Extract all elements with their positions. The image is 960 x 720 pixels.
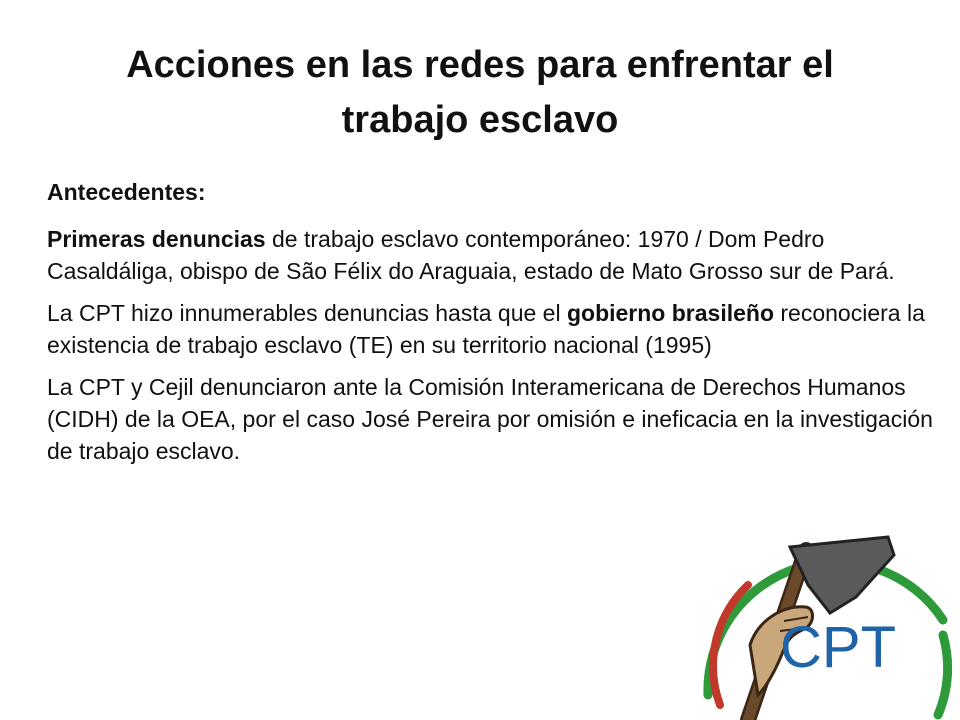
bold-primeras-denuncias: Primeras denuncias: [47, 226, 266, 252]
slide-body: [47, 176, 947, 477]
title-line-1: Acciones en las redes para enfrentar el: [126, 44, 834, 86]
text-cpt-rest: reconociera la existencia de trabajo esclavo (TE) en su territorio nacional (1995): [47, 300, 925, 358]
slide-title: [60, 38, 900, 148]
logo-text: CPT: [780, 615, 896, 680]
paragraph-cpt-denuncias: [47, 297, 947, 361]
text-cpt-start: La CPT hizo innumerables denuncias hasta que el: [47, 300, 567, 326]
title-line-2: trabajo esclavo: [341, 99, 619, 141]
section-heading: Antecedentes:: [47, 179, 206, 205]
cpt-logo: [688, 525, 960, 720]
paragraph-primeras-denuncias: [47, 223, 947, 287]
text-primeras-denuncias: de trabajo esclavo contemporáneo: 1970 / Dom Pedro Casaldáliga, obispo de São Félix do Araguaia, estado de Mato Grosso sur de Pará.: [47, 226, 895, 284]
paragraph-cejil: La CPT y Cejil denunciaron ante la Comisión Interamericana de Derechos Humanos (CIDH) de la OEA, por el caso José Pereira por omisión e ineficacia en la investigación de trabajo esclavo.: [47, 374, 933, 464]
bold-gobierno: gobierno brasileño: [566, 300, 774, 326]
